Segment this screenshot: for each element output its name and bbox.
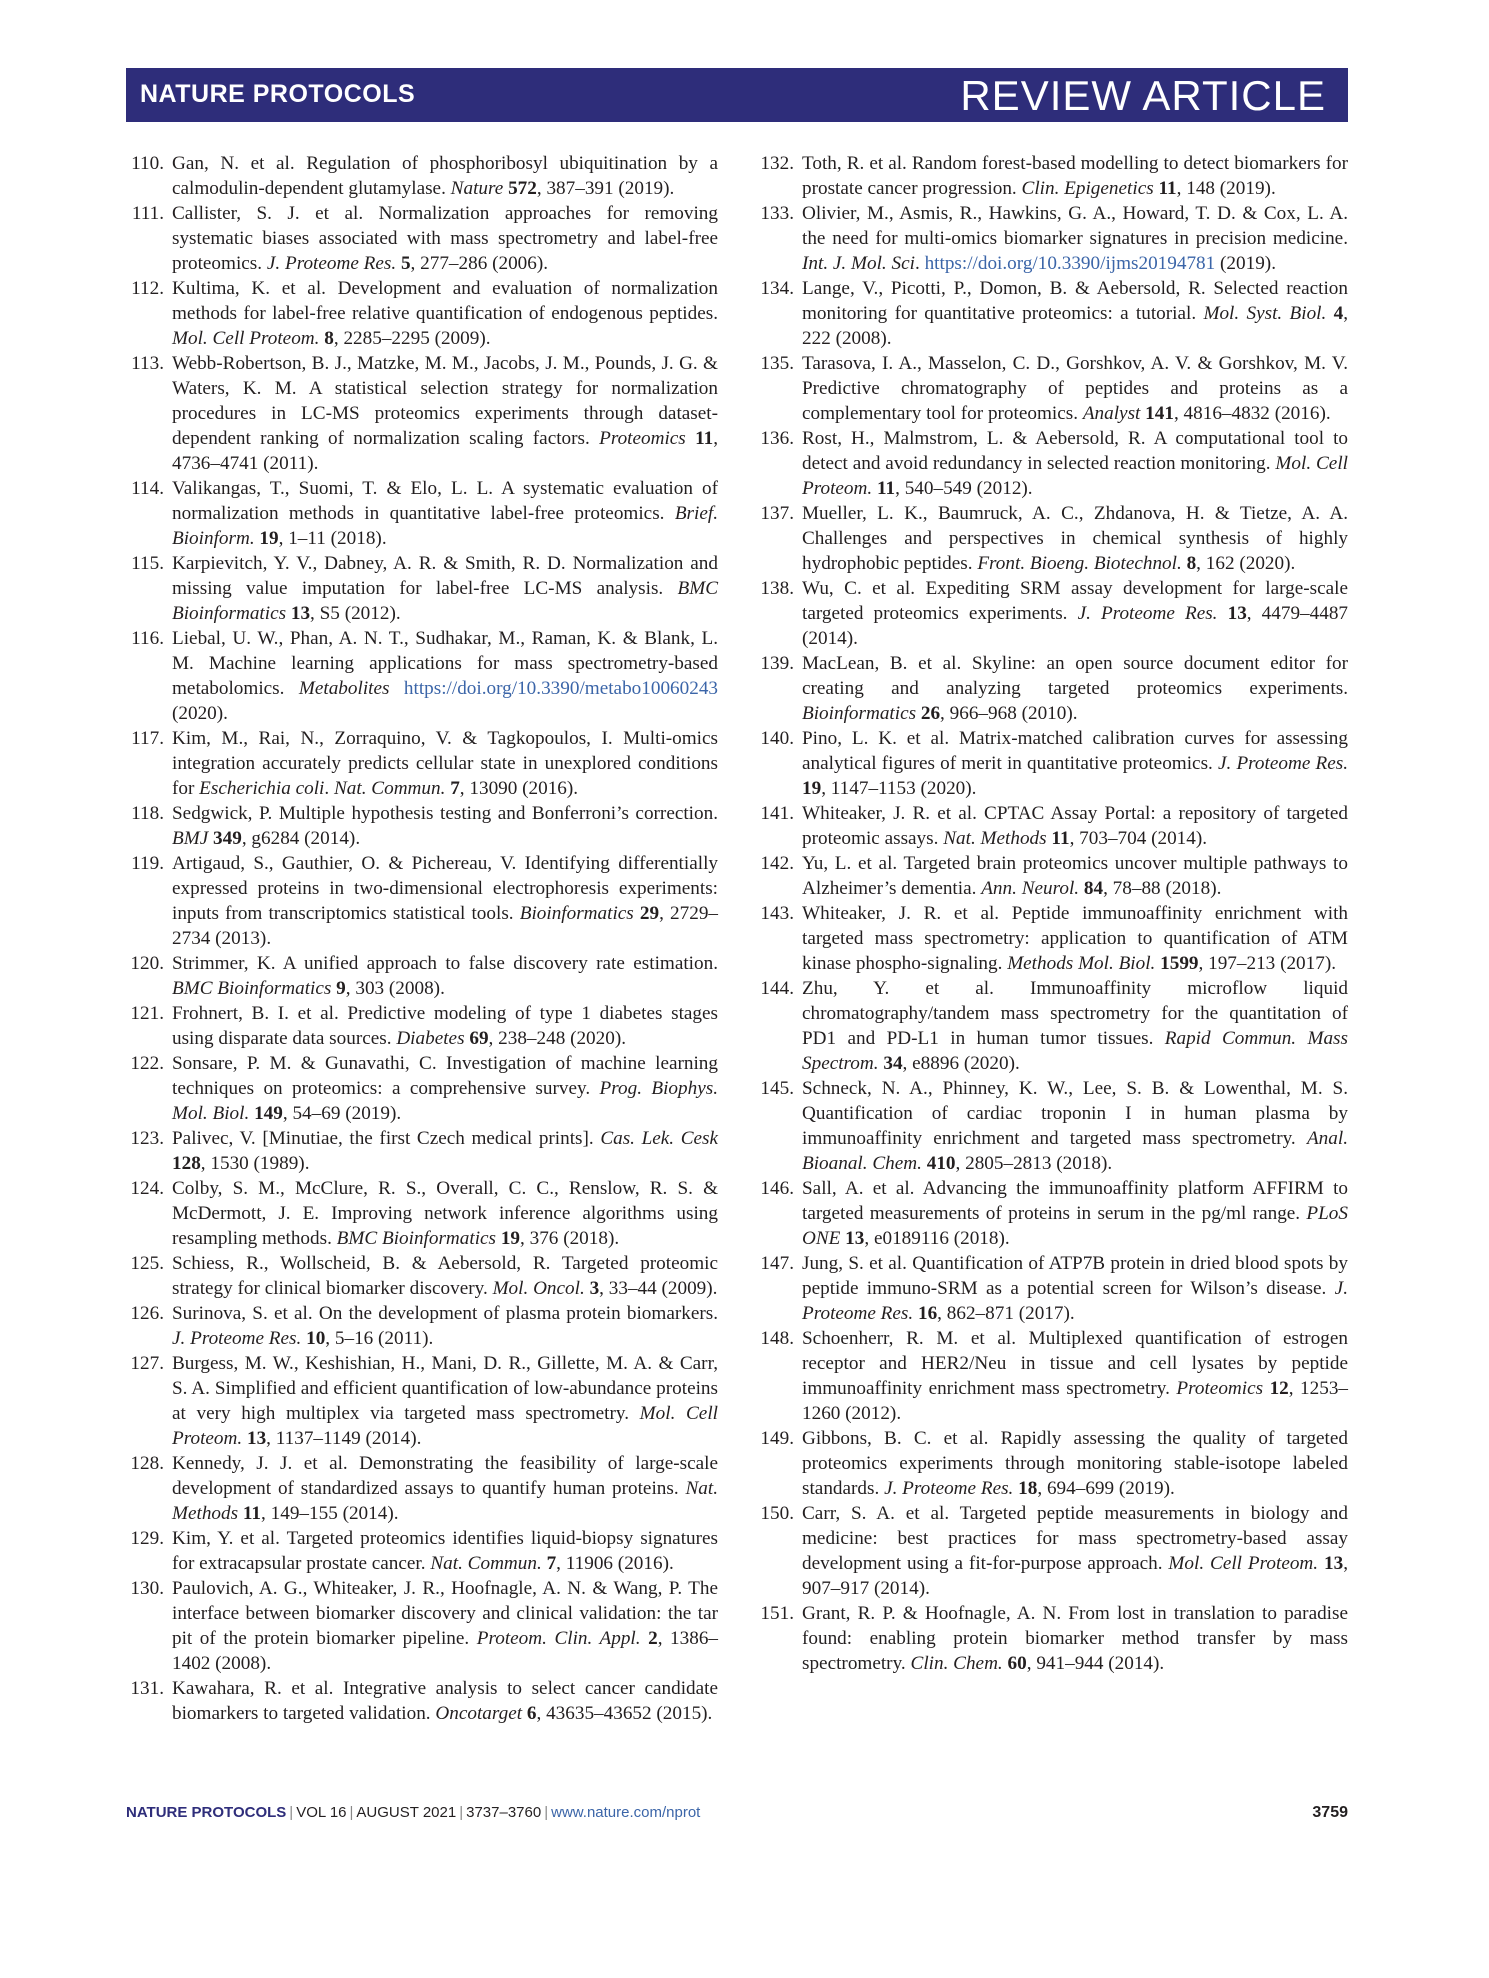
reference-text: , 703–704 (2014).	[1069, 828, 1208, 849]
reference-text: Olivier, M., Asmis, R., Hawkins, G. A., Howard, T. D. & Cox, L. A. the need for multi-omics biomarker signatures in precision medicine.	[802, 203, 1348, 249]
reference-text	[641, 1628, 649, 1649]
reference-journal: Mol. Cell Proteom.	[172, 1403, 718, 1449]
reference-item	[126, 1676, 718, 1726]
reference-item	[126, 1051, 718, 1126]
page-number: 3759	[1312, 1804, 1348, 1821]
reference-volume: 60	[1007, 1653, 1027, 1674]
reference-journal: Mol. Cell Proteom.	[172, 328, 320, 349]
reference-journal: J. Proteome Res.	[266, 253, 397, 274]
reference-text: , g6284 (2014).	[241, 828, 361, 849]
reference-text: Liebal, U. W., Phan, A. N. T., Sudhakar, M., Raman, K. & Blank, L. M. Machine learning applications for mass spectrometry-based metabolomics.	[172, 628, 718, 699]
reference-item	[126, 151, 718, 201]
reference-item	[756, 1326, 1348, 1426]
reference-number: 132.	[760, 153, 794, 174]
reference-number: 112.	[131, 278, 164, 299]
reference-text: Zhu, Y. et al. Immunoaffinity microflow liquid chromatography/tandem mass spectrometry for the quantitation of PD1 and PD-L1 in human tumor tissues.	[802, 978, 1348, 1049]
reference-volume: 11	[876, 478, 896, 499]
reference-item	[756, 851, 1348, 901]
reference-number: 136.	[760, 428, 794, 449]
reference-volume: 141	[1145, 403, 1174, 424]
reference-journal: Clin. Chem.	[910, 1653, 1003, 1674]
reference-volume: 11	[1051, 828, 1070, 849]
reference-number: 134.	[760, 278, 794, 299]
reference-journal: Proteom. Clin. Appl.	[476, 1628, 641, 1649]
reference-text: Kim, M., Rai, N., Zorraquino, V. & Tagkopoulos, I. Multi-omics integration accurately predicts cellular state in unexplored conditions for	[172, 728, 718, 799]
reference-volume: 7	[546, 1553, 557, 1574]
reference-number: 123.	[130, 1128, 164, 1149]
reference-number: 128.	[130, 1453, 164, 1474]
reference-number: 142.	[760, 853, 794, 874]
reference-item	[126, 626, 718, 726]
reference-text: Sedgwick, P. Multiple hypothesis testing and Bonferroni’s correction.	[172, 803, 718, 824]
reference-text: Frohnert, B. I. et al. Predictive modeling of type 1 diabetes stages using disparate data sources.	[172, 1003, 718, 1049]
reference-item	[126, 1001, 718, 1051]
reference-volume: 12	[1269, 1378, 1289, 1399]
reference-volume: 2	[648, 1628, 658, 1649]
reference-item	[756, 501, 1348, 576]
reference-journal: Int. J. Mol. Sci	[802, 253, 915, 274]
reference-text: Kawahara, R. et al. Integrative analysis to select cancer candidate biomarkers to targeted validation.	[172, 1678, 718, 1724]
reference-number: 131.	[130, 1678, 164, 1699]
reference-text: Lange, V., Picotti, P., Domon, B. & Aebersold, R. Selected reaction monitoring for quantitative proteomics: a tutorial.	[802, 278, 1348, 324]
reference-text: Tarasova, I. A., Masselon, C. D., Gorshkov, A. V. & Gorshkov, M. V. Predictive chromatography of peptides and proteins as a complementary tool for proteomics.	[802, 353, 1348, 424]
reference-volume: 13	[1227, 603, 1247, 624]
reference-journal: Diabetes	[396, 1028, 465, 1049]
reference-number: 143.	[760, 903, 794, 924]
reference-journal: Mol. Oncol.	[492, 1278, 585, 1299]
reference-number: 148.	[760, 1328, 794, 1349]
reference-text: Kim, Y. et al. Targeted proteomics identifies liquid-biopsy signatures for extracapsular prostate cancer.	[172, 1528, 718, 1574]
footer-volume: VOL 16	[296, 1804, 347, 1821]
reference-text: , 694–699 (2019).	[1037, 1478, 1175, 1499]
reference-text: , 78–88 (2018).	[1103, 878, 1222, 899]
reference-volume: 572	[508, 178, 537, 199]
reference-volume: 8	[1186, 553, 1197, 574]
reference-item	[756, 801, 1348, 851]
reference-item	[126, 801, 718, 851]
reference-item	[126, 476, 718, 551]
reference-number: 120.	[130, 953, 164, 974]
reference-number: 126.	[130, 1303, 164, 1324]
reference-volume: 1599	[1160, 953, 1199, 974]
reference-volume: 29	[639, 903, 660, 924]
reference-text: , 1253–1260 (2012).	[802, 1378, 1349, 1424]
reference-item	[756, 1601, 1348, 1676]
reference-item	[756, 276, 1348, 351]
reference-number: 138.	[760, 578, 794, 599]
reference-text: , 1530 (1989).	[200, 1153, 310, 1174]
reference-volume: 128	[172, 1153, 201, 1174]
reference-journal: Bioinformatics	[519, 903, 634, 924]
reference-item	[756, 151, 1348, 201]
reference-text: Palivec, V. [Minutiae, the first Czech medical prints].	[172, 1128, 601, 1149]
reference-text: Gibbons, B. C. et al. Rapidly assessing the quality of targeted proteomics experiments through monitoring stable-isotope labeled standards.	[802, 1428, 1348, 1499]
reference-text: , 43635–43652 (2015).	[536, 1703, 713, 1724]
reference-volume: 4	[1333, 303, 1344, 324]
reference-volume: 11	[695, 428, 714, 449]
reference-journal: Rapid Commun. Mass Spectrom.	[802, 1028, 1348, 1074]
reference-journal: Nature	[450, 178, 504, 199]
reference-journal: Proteomics	[599, 428, 686, 449]
reference-journal: Methods Mol. Biol.	[1007, 953, 1156, 974]
reference-item	[126, 951, 718, 1001]
reference-text: (2020).	[172, 703, 228, 724]
reference-text: , 540–549 (2012).	[895, 478, 1033, 499]
reference-volume: 6	[526, 1703, 537, 1724]
reference-volume: 19	[500, 1228, 521, 1249]
reference-volume: 7	[450, 778, 460, 799]
reference-text: , 4736–4741 (2011).	[172, 428, 719, 474]
reference-text: Karpievitch, Y. V., Dabney, A. R. & Smith, R. D. Normalization and missing value imputation for label-free LC-MS analysis.	[172, 553, 718, 599]
reference-journal: J. Proteome Res.	[802, 1278, 1348, 1324]
reference-item	[756, 201, 1348, 276]
reference-journal: Escherichia coli	[199, 778, 325, 799]
reference-volume: 84	[1083, 878, 1104, 899]
reference-text: Wu, C. et al. Expediting SRM assay development for large-scale targeted proteomics experiments.	[802, 578, 1348, 624]
reference-text: , 387–391 (2019).	[536, 178, 675, 199]
reference-text: Rost, H., Malmstrom, L. & Aebersold, R. A computational tool to detect and avoid redundancy in selected reaction monitoring.	[802, 428, 1348, 474]
reference-item	[756, 1176, 1348, 1251]
reference-journal: J. Proteome Res.	[172, 1328, 302, 1349]
reference-item	[126, 1351, 718, 1451]
reference-journal: Clin. Epigenetics	[1021, 178, 1154, 199]
footer-issue-date: AUGUST 2021	[356, 1804, 457, 1821]
reference-text	[1326, 303, 1333, 324]
reference-journal: Nat. Methods	[943, 828, 1047, 849]
reference-number: 125.	[130, 1253, 164, 1274]
reference-volume: 13	[845, 1228, 865, 1249]
reference-number: 122.	[130, 1053, 164, 1074]
reference-text: , 238–248 (2020).	[488, 1028, 627, 1049]
reference-journal: J. Proteome Res.	[1077, 603, 1218, 624]
reference-volume: 13	[1324, 1553, 1344, 1574]
reference-volume: 13	[290, 603, 311, 624]
reference-number: 114.	[131, 478, 164, 499]
reference-text: , 4479–4487 (2014).	[802, 603, 1349, 649]
reference-number: 149.	[760, 1428, 794, 1449]
reference-item	[756, 1251, 1348, 1326]
reference-text: Pino, L. K. et al. Matrix-matched calibration curves for assessing analytical figures of merit in quantitative proteomics.	[802, 728, 1348, 774]
reference-volume: 410	[926, 1153, 956, 1174]
reference-item	[126, 1451, 718, 1526]
reference-journal: Mol. Cell Proteom.	[802, 453, 1348, 499]
footer-separator: |	[289, 1804, 294, 1821]
reference-volume: 349	[213, 828, 242, 849]
reference-volume: 8	[324, 328, 334, 349]
reference-text: , 4816–4832 (2016).	[1173, 403, 1331, 424]
reference-item	[126, 551, 718, 626]
reference-text: Schiess, R., Wollscheid, B. & Aebersold, R. Targeted proteomic strategy for clinical biomarker discovery.	[172, 1253, 718, 1299]
reference-journal: Mol. Syst. Biol.	[1203, 303, 1327, 324]
reference-journal: Oncotarget	[435, 1703, 523, 1724]
reference-text: Mueller, L. K., Baumruck, A. C., Zhdanova, H. & Tietze, A. A. Challenges and perspectives in chemical synthesis of highly hydrophobic peptides.	[802, 503, 1348, 574]
reference-number: 119.	[131, 853, 164, 874]
footer-separator: |	[544, 1804, 549, 1821]
reference-text: , 149–155 (2014).	[261, 1503, 399, 1524]
reference-item	[756, 901, 1348, 976]
reference-volume: 16	[917, 1303, 938, 1324]
reference-item	[126, 1526, 718, 1576]
reference-item	[756, 976, 1348, 1076]
reference-text: Toth, R. et al. Random forest-based modelling to detect biomarkers for prostate cancer progression.	[802, 153, 1348, 199]
reference-text: , 907–917 (2014).	[802, 1553, 1348, 1599]
footer-separator: |	[349, 1804, 354, 1821]
reference-text: Paulovich, A. G., Whiteaker, J. R., Hoofnagle, A. N. & Wang, P. The interface between biomarker discovery and clinical validation: the tar pit of the protein biomarker pipeline.	[172, 1578, 718, 1649]
reference-doi-link[interactable]: https://doi.org/10.3390/ijms20194781	[924, 253, 1216, 274]
reference-number: 111.	[131, 203, 164, 224]
footer-citation	[126, 1804, 700, 1821]
reference-number: 147.	[760, 1253, 794, 1274]
reference-number: 150.	[760, 1503, 794, 1524]
reference-journal: J. Proteome Res.	[884, 1478, 1014, 1499]
reference-number: 145.	[760, 1078, 794, 1099]
reference-text	[1217, 603, 1227, 624]
reference-journal: Proteomics	[1176, 1378, 1264, 1399]
reference-item	[756, 1501, 1348, 1601]
reference-item	[756, 726, 1348, 801]
reference-item	[126, 276, 718, 351]
header-bar	[126, 68, 1348, 122]
reference-text: Webb-Robertson, B. J., Matzke, M. M., Jacobs, J. M., Pounds, J. G. & Waters, K. M. A statistical selection strategy for normalization procedures in LC-MS proteomics experiments through dataset-dependent ranking of normalization scaling factors.	[172, 353, 718, 449]
reference-journal: J. Proteome Res.	[1217, 753, 1348, 774]
references-left-column	[126, 151, 718, 1726]
reference-text: Sonsare, P. M. & Gunavathi, C. Investigation of machine learning techniques on proteomics: a comprehensive survey.	[172, 1053, 718, 1099]
reference-journal: BMC Bioinformatics	[172, 578, 718, 624]
reference-number: 151.	[760, 1603, 794, 1624]
reference-text: Colby, S. M., McClure, R. S., Overall, C. C., Renslow, R. S. & McDermott, J. E. Improving network inference algorithms using resampling methods.	[172, 1178, 718, 1249]
reference-text: , 2285–2295 (2009).	[333, 328, 491, 349]
reference-journal: BMC Bioinformatics	[336, 1228, 497, 1249]
reference-text: Surinova, S. et al. On the development of plasma protein biomarkers.	[172, 1303, 718, 1324]
reference-number: 140.	[760, 728, 794, 749]
reference-item	[756, 1426, 1348, 1501]
reference-text: , 376 (2018).	[520, 1228, 620, 1249]
reference-text	[389, 678, 403, 699]
reference-volume: 10	[306, 1328, 326, 1349]
reference-journal: Brief. Bioinform.	[172, 503, 718, 549]
reference-text: Grant, R. P. & Hoofnagle, A. N. From lost in translation to paradise found: enabling protein biomarker method transfer by mass spectrometry.	[802, 1603, 1348, 1674]
reference-item	[126, 726, 718, 801]
reference-text: Kennedy, J. J. et al. Demonstrating the feasibility of large-scale development of standardized assays to quantify human proteins.	[172, 1453, 718, 1499]
reference-item	[126, 201, 718, 276]
reference-text: Artigaud, S., Gauthier, O. & Pichereau, V. Identifying differentially expressed proteins in two-dimensional electrophoresis experiments: inputs from transcriptomics statistical tools.	[172, 853, 718, 924]
reference-text: , 303 (2008).	[345, 978, 445, 999]
reference-text: Whiteaker, J. R. et al. Peptide immunoaffinity enrichment with targeted mass spectrometry: application to quantification of ATM kinase phospho-signaling.	[802, 903, 1348, 974]
reference-text: , 2805–2813 (2018).	[955, 1153, 1113, 1174]
reference-text: Gan, N. et al. Regulation of phosphoribosyl ubiquitination by a calmodulin-dependent glutamylase.	[172, 153, 718, 199]
reference-number: 118.	[131, 803, 164, 824]
reference-journal: BMJ	[172, 828, 209, 849]
reference-text: , 11906 (2016).	[556, 1553, 674, 1574]
reference-text: , 1386–1402 (2008).	[172, 1628, 719, 1674]
reference-number: 113.	[131, 353, 164, 374]
reference-volume: 5	[400, 253, 411, 274]
reference-number: 137.	[760, 503, 794, 524]
footer-pages: 3737–3760	[466, 1804, 542, 1821]
reference-volume: 19	[802, 778, 822, 799]
reference-number: 135.	[760, 353, 794, 374]
reference-text: , 197–213 (2017).	[1198, 953, 1337, 974]
footer-url-link[interactable]: www.nature.com/nprot	[551, 1804, 701, 1821]
reference-text: , 54–69 (2019).	[282, 1103, 402, 1124]
reference-text: (2019).	[1215, 253, 1276, 274]
reference-number: 130.	[130, 1578, 164, 1599]
reference-volume: 9	[336, 978, 346, 999]
reference-number: 127.	[130, 1353, 164, 1374]
reference-journal: Cas. Lek. Cesk	[600, 1128, 718, 1149]
reference-number: 129.	[130, 1528, 164, 1549]
reference-journal: BMC Bioinformatics	[172, 978, 332, 999]
reference-text	[686, 428, 695, 449]
reference-volume: 34	[883, 1053, 903, 1074]
reference-text: , 277–286 (2006).	[410, 253, 549, 274]
reference-item	[756, 651, 1348, 726]
reference-journal: Ann. Neurol.	[981, 878, 1080, 899]
reference-item	[756, 1076, 1348, 1176]
reference-item	[756, 426, 1348, 501]
reference-item	[126, 1251, 718, 1301]
reference-text: Burgess, M. W., Keshishian, H., Mani, D. R., Gillette, M. A. & Carr, S. A. Simplified and efficient quantification of low-abundance proteins at very high multiplex via targeted mass spectrometry.	[172, 1353, 718, 1424]
footer-separator: |	[459, 1804, 464, 1821]
reference-text: , e8896 (2020).	[902, 1053, 1020, 1074]
reference-item	[126, 1301, 718, 1351]
reference-text: MacLean, B. et al. Skyline: an open source document editor for creating and analyzing targeted proteomics experiments.	[802, 653, 1348, 699]
reference-text: Yu, L. et al. Targeted brain proteomics uncover multiple pathways to Alzheimer’s dementia.	[802, 853, 1348, 899]
reference-number: 110.	[131, 153, 164, 174]
reference-journal: Bioinformatics	[802, 703, 917, 724]
reference-text: Strimmer, K. A unified approach to false discovery rate estimation.	[172, 953, 718, 974]
reference-text: , 222 (2008).	[802, 303, 1349, 349]
references-right-column	[756, 151, 1348, 1676]
reference-text: Jung, S. et al. Quantification of ATP7B protein in dried blood spots by peptide immuno-SRM as a potential screen for Wilson’s disease.	[802, 1253, 1348, 1299]
reference-volume: 13	[246, 1428, 267, 1449]
reference-text: , 862–871 (2017).	[937, 1303, 1075, 1324]
reference-doi-link[interactable]: https://doi.org/10.3390/metabo10060243	[403, 678, 719, 699]
reference-text: .	[914, 253, 925, 274]
page-footer	[126, 1804, 1348, 1828]
reference-text: , 5–16 (2011).	[325, 1328, 434, 1349]
reference-journal: Anal. Bioanal. Chem.	[802, 1128, 1348, 1174]
reference-number: 139.	[760, 653, 794, 674]
reference-journal: Front. Bioeng. Biotechnol.	[977, 553, 1182, 574]
reference-text: Valikangas, T., Suomi, T. & Elo, L. L. A systematic evaluation of normalization methods in quantitative label-free proteomics.	[172, 478, 718, 524]
reference-text: Kultima, K. et al. Development and evaluation of normalization methods for label-free relative quantification of endogenous peptides.	[172, 278, 718, 324]
reference-volume: 69	[469, 1028, 489, 1049]
reference-text: , 13090 (2016).	[459, 778, 579, 799]
reference-text: Schoenherr, R. M. et al. Multiplexed quantification of estrogen receptor and HER2/Neu in tissue and cell lysates by peptide immunoaffinity enrichment mass spectrometry.	[802, 1328, 1348, 1399]
reference-text: , 1137–1149 (2014).	[266, 1428, 422, 1449]
reference-text: , 148 (2019).	[1176, 178, 1276, 199]
journal-name: NATURE PROTOCOLS	[140, 80, 416, 108]
reference-text: , 2729–2734 (2013).	[172, 903, 719, 949]
reference-item	[126, 1576, 718, 1676]
reference-number: 133.	[760, 203, 794, 224]
reference-journal: Mol. Cell Proteom.	[1168, 1553, 1319, 1574]
reference-journal: Metabolites	[298, 678, 390, 699]
reference-journal: PLoS ONE	[802, 1203, 1348, 1249]
reference-text: .	[324, 778, 334, 799]
reference-volume: 3	[589, 1278, 600, 1299]
reference-volume: 18	[1018, 1478, 1038, 1499]
reference-text: Carr, S. A. et al. Targeted peptide measurements in biology and medicine: best practices for mass spectrometry-based assay development using a fit-for-purpose approach.	[802, 1503, 1348, 1574]
reference-journal: Nat. Methods	[172, 1478, 718, 1524]
reference-text: , 966–968 (2010).	[940, 703, 1078, 724]
reference-volume: 11	[242, 1503, 262, 1524]
reference-text: Callister, S. J. et al. Normalization approaches for removing systematic biases associated with mass spectrometry and label-free proteomics.	[172, 203, 718, 274]
reference-item	[756, 351, 1348, 426]
reference-item	[126, 851, 718, 951]
reference-item	[756, 576, 1348, 651]
reference-text: , 162 (2020).	[1196, 553, 1296, 574]
reference-volume: 149	[254, 1103, 283, 1124]
reference-number: 144.	[760, 978, 794, 999]
reference-text: Whiteaker, J. R. et al. CPTAC Assay Portal: a repository of targeted proteomic assays.	[802, 803, 1348, 849]
reference-number: 124.	[130, 1178, 164, 1199]
reference-item	[126, 351, 718, 476]
reference-text: , 33–44 (2009).	[599, 1278, 718, 1299]
reference-journal: Nat. Commun.	[430, 1553, 542, 1574]
reference-item	[126, 1126, 718, 1176]
reference-text: , S5 (2012).	[310, 603, 401, 624]
reference-volume: 11	[1158, 178, 1177, 199]
footer-journal: NATURE PROTOCOLS	[126, 1804, 287, 1821]
reference-text: , 1–11 (2018).	[278, 528, 387, 549]
reference-text: , 1147–1153 (2020).	[821, 778, 977, 799]
reference-journal: Analyst	[1082, 403, 1141, 424]
reference-volume: 19	[259, 528, 279, 549]
reference-number: 146.	[760, 1178, 794, 1199]
reference-volume: 26	[920, 703, 941, 724]
reference-text: Sall, A. et al. Advancing the immunoaffinity platform AFFIRM to targeted measurements of proteins in serum in the pg/ml range.	[802, 1178, 1348, 1224]
reference-number: 141.	[760, 803, 794, 824]
reference-number: 115.	[131, 553, 164, 574]
reference-number: 121.	[130, 1003, 164, 1024]
reference-item	[126, 1176, 718, 1251]
reference-number: 117.	[131, 728, 164, 749]
reference-text: , e0189116 (2018).	[864, 1228, 1010, 1249]
article-type: REVIEW ARTICLE	[960, 72, 1326, 119]
reference-journal: Prog. Biophys. Mol. Biol.	[172, 1078, 718, 1124]
reference-journal: Nat. Commun.	[333, 778, 446, 799]
reference-text: Schneck, N. A., Phinney, K. W., Lee, S. B. & Lowenthal, M. S. Quantification of cardiac troponin I in human plasma by immunoaffinity enrichment and targeted mass spectrometry.	[802, 1078, 1348, 1149]
reference-number: 116.	[131, 628, 164, 649]
reference-text: , 941–944 (2014).	[1026, 1653, 1165, 1674]
